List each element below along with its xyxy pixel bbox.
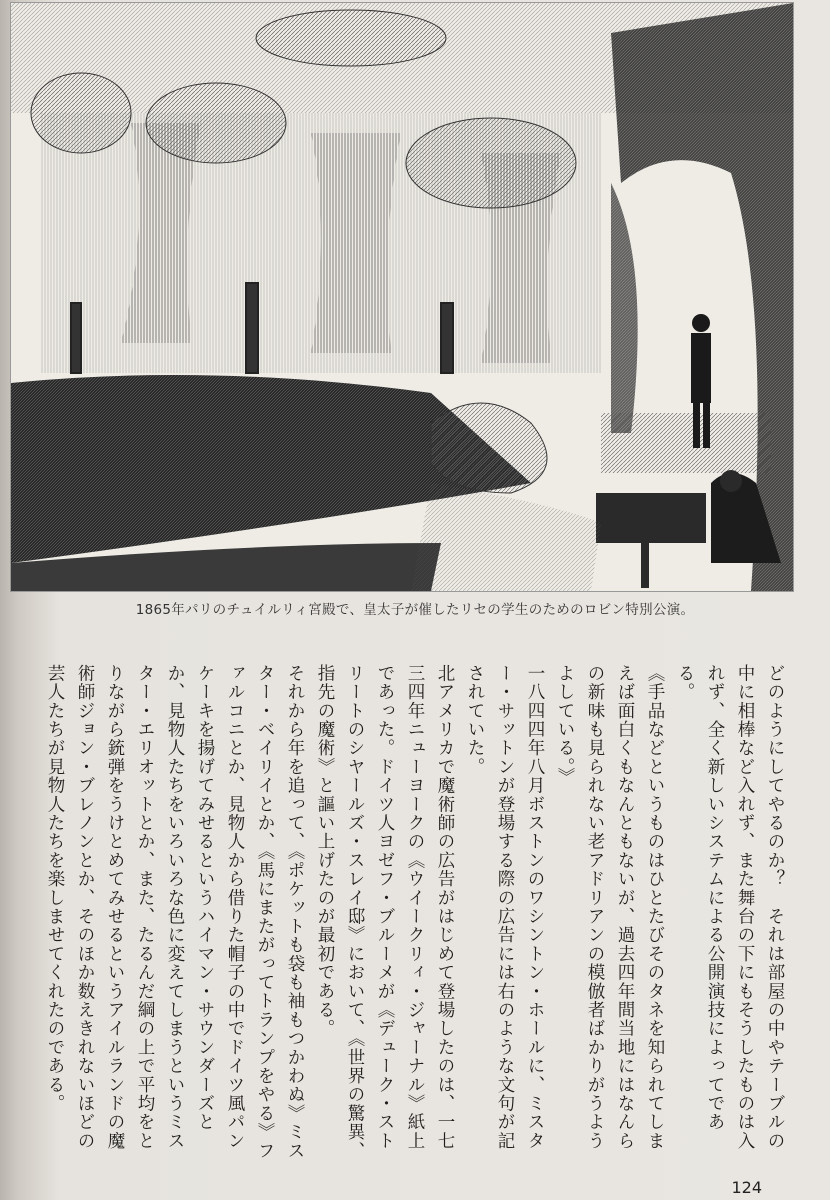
paragraph: どのようにしてやるのか？ それは部屋の中やテーブルの中に相棒など入れず、また舞台の下にもそうしたものは入れず、全く新しいシステムによる公開演技によってである。 [675, 664, 785, 1151]
paragraph: それから年を追って、《ポケットも袋も袖もつかわぬ》ミスター・ベイリイとか、《馬にまたがってトランプをやる》ファルコニとか、見物人から借りた帽子の中でドイツ風パンケーキを揚げてみせるというハイマン・サウンダーズとか、見物人たちをいろいろな色に変えてしまうというミスター・エリオットとか、また、たるんだ綱の上で平均をとりながら銃弾をうけとめてみせるというアイルランドの魔術師ジョン・ブレノンとか、そのほか数えきれないほどの芸人たちが見物人たちを楽しませてくれたのである。 [45, 664, 305, 1161]
paragraph: 北アメリカで魔術師の広告がはじめて登場したのは、一七三四年ニューヨークの《ウイークリィ・ジャーナル》紙上であった。ドイツ人ヨゼフ・ブルーメが《デューク・ストリートのシヤールズ・スレイ邸》において、《世界の驚異、指先の魔術》と謳い上げたのが最初である。 [315, 664, 455, 1161]
body-text-column [40, 664, 790, 1164]
illustration-engraving [10, 2, 794, 592]
page-number: 124 [731, 1178, 762, 1197]
illustration-caption: 1865年パリのチュイルリィ宮殿で、皇太子が催したリセの学生のためのロビン特別公演。 [135, 602, 695, 618]
paragraph: 一八四四年八月ボストンのワシントン・ホールに、ミスター・サットンが登場する際の広告には右のような文句が記されていた。 [465, 664, 545, 1151]
engraving-drawing [11, 3, 793, 591]
paragraph: 《手品などというものはひとたびそのタネを知られてしまえば面白くもなんともないが、過去四年間当地にはなんらの新味も見られない老アドリアンの模倣者ばかりがうようよしている。》 [555, 664, 665, 1151]
